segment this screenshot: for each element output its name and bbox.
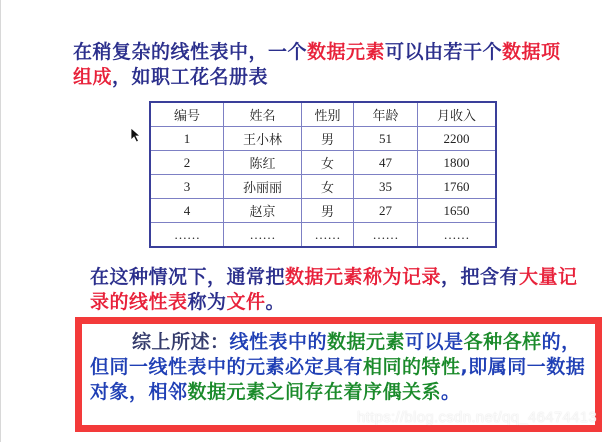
record-paragraph bbox=[90, 265, 595, 315]
summary-seg: 可以是 bbox=[405, 331, 464, 353]
employee-roster-table bbox=[149, 101, 497, 248]
cell: 女 bbox=[302, 175, 354, 199]
cell: 王小林 bbox=[224, 127, 302, 151]
intro-seg: 在稍复杂的线性表中，一个 bbox=[73, 41, 308, 63]
cell: …… bbox=[224, 223, 302, 248]
cell: 1 bbox=[150, 127, 224, 151]
cell: 2 bbox=[150, 151, 224, 175]
record-seg: 在这种情况下，通常把 bbox=[90, 266, 286, 288]
record-seg: 。 bbox=[265, 291, 286, 313]
cell: 1650 bbox=[418, 199, 497, 223]
intro-seg-highlight: 数据项组成 bbox=[73, 41, 561, 88]
summary-seg-highlight: 数据元素之间存在着序偶关系 bbox=[187, 381, 442, 403]
cell: 2200 bbox=[418, 127, 497, 151]
table-row bbox=[150, 151, 496, 175]
header-name: 姓名 bbox=[224, 102, 302, 127]
cell: 1800 bbox=[418, 151, 497, 175]
record-seg: ，把含有 bbox=[441, 266, 520, 288]
table-row bbox=[150, 199, 496, 223]
record-seg-highlight: 大量记录的线性表 bbox=[90, 266, 578, 313]
header-id: 编号 bbox=[150, 102, 224, 127]
summary-seg: 的，但同一线性表中的元素必定具有 bbox=[90, 331, 581, 378]
table-row-ellipsis bbox=[150, 223, 496, 248]
record-seg: 称为 bbox=[187, 291, 227, 313]
cell: 35 bbox=[354, 175, 418, 199]
cell: …… bbox=[150, 223, 224, 248]
summary-seg: 线性表中的 bbox=[229, 331, 328, 353]
cell: 1760 bbox=[418, 175, 497, 199]
watermark-url: https://blog.csdn.net/qq_46474413 bbox=[357, 409, 598, 426]
cell: …… bbox=[354, 223, 418, 248]
cell: …… bbox=[302, 223, 354, 248]
header-age: 年龄 bbox=[354, 102, 418, 127]
header-income: 月收入 bbox=[418, 102, 497, 127]
intro-seg-highlight: 数据元素 bbox=[307, 41, 386, 63]
mouse-pointer-icon bbox=[130, 127, 142, 143]
cell: 27 bbox=[354, 199, 418, 223]
cell: 3 bbox=[150, 175, 224, 199]
cell: 赵京 bbox=[224, 199, 302, 223]
cell: 男 bbox=[302, 199, 354, 223]
intro-paragraph bbox=[73, 40, 573, 90]
cell: 47 bbox=[354, 151, 418, 175]
summary-seg: 综上所述： bbox=[132, 331, 230, 353]
table-header-row bbox=[150, 102, 496, 127]
record-seg-highlight: 数据元素称为记录 bbox=[285, 266, 442, 288]
table-row bbox=[150, 127, 496, 151]
summary-seg: ,即属同一数据对象，相邻 bbox=[90, 356, 586, 403]
cell: 女 bbox=[302, 151, 354, 175]
summary-seg: 。 bbox=[441, 381, 461, 403]
cell: 陈红 bbox=[224, 151, 302, 175]
intro-seg: 可以由若干个 bbox=[385, 41, 503, 63]
left-edge-line bbox=[0, 0, 1, 442]
cell: 51 bbox=[354, 127, 418, 151]
summary-seg-highlight: 数据元素 bbox=[327, 331, 406, 353]
cell: 男 bbox=[302, 127, 354, 151]
cell: 孙丽丽 bbox=[224, 175, 302, 199]
summary-seg-highlight: 各种各样 bbox=[463, 331, 542, 353]
cell: 4 bbox=[150, 199, 224, 223]
header-gender: 性别 bbox=[302, 102, 354, 127]
cell: …… bbox=[418, 223, 497, 248]
table-row bbox=[150, 175, 496, 199]
record-seg-highlight: 文件 bbox=[226, 291, 266, 313]
summary-seg-highlight: 相同的特性 bbox=[363, 356, 461, 378]
intro-seg: ，如职工花名册表 bbox=[112, 66, 269, 88]
summary-text bbox=[90, 330, 595, 405]
